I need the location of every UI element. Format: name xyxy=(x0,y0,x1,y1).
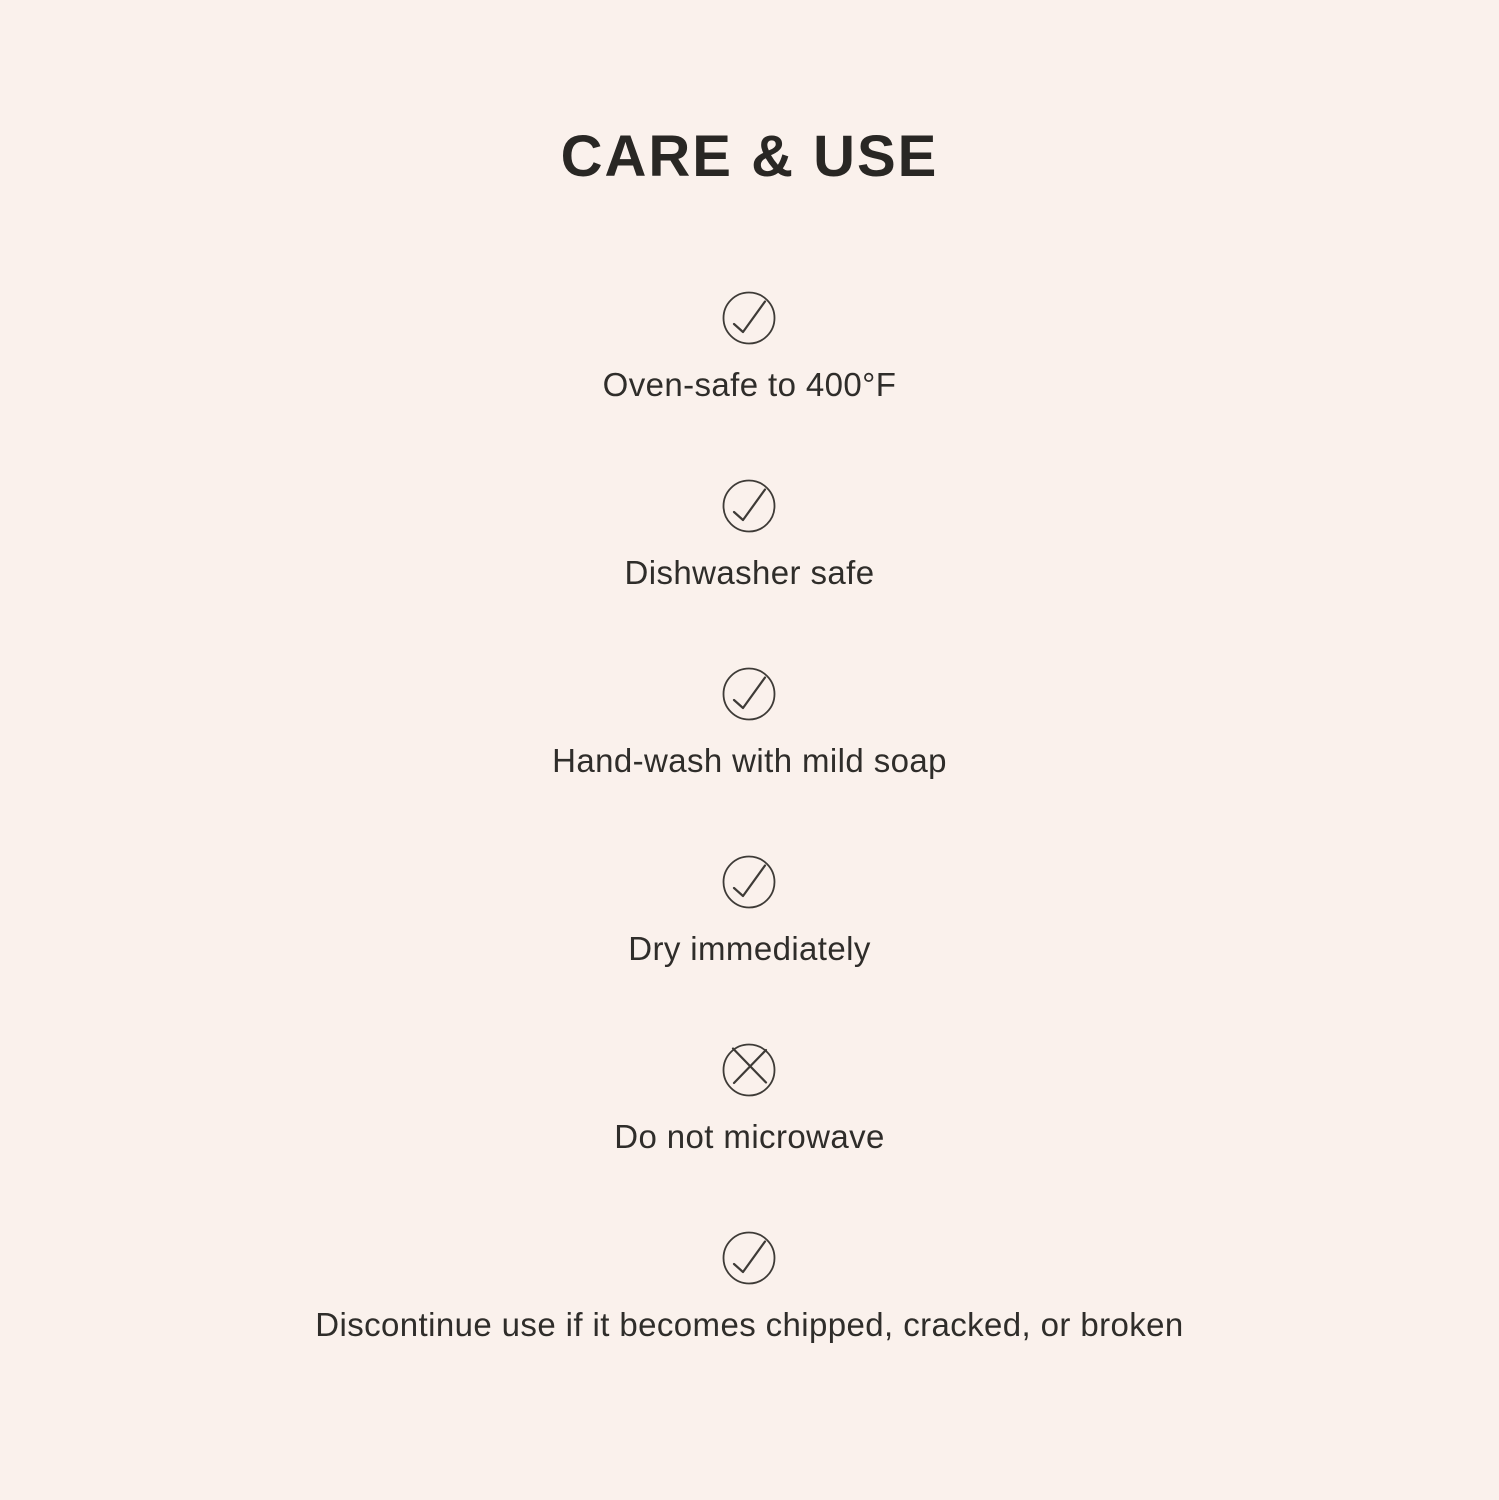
care-list xyxy=(315,291,1183,1345)
check-circle-icon xyxy=(722,855,776,909)
check-circle-icon xyxy=(722,291,776,345)
item-label: Oven-safe to 400°F xyxy=(602,366,897,403)
item-label: Do not microwave xyxy=(614,1118,885,1155)
item-label: Hand-wash with mild soap xyxy=(552,742,947,779)
care-item xyxy=(552,667,947,781)
item-label: Discontinue use if it becomes chipped, cracked, or broken xyxy=(315,1306,1184,1343)
check-circle-icon xyxy=(722,479,776,533)
item-label: Dishwasher safe xyxy=(624,554,875,591)
care-item xyxy=(614,1043,885,1157)
care-item xyxy=(603,291,897,405)
care-item xyxy=(625,479,875,593)
cross-circle-icon xyxy=(722,1043,776,1097)
care-item xyxy=(628,855,871,969)
page-title: CARE & USE xyxy=(560,124,939,189)
check-circle-icon xyxy=(722,1231,776,1285)
check-circle-icon xyxy=(722,667,776,721)
care-item xyxy=(315,1231,1183,1345)
item-label: Dry immediately xyxy=(628,930,871,967)
